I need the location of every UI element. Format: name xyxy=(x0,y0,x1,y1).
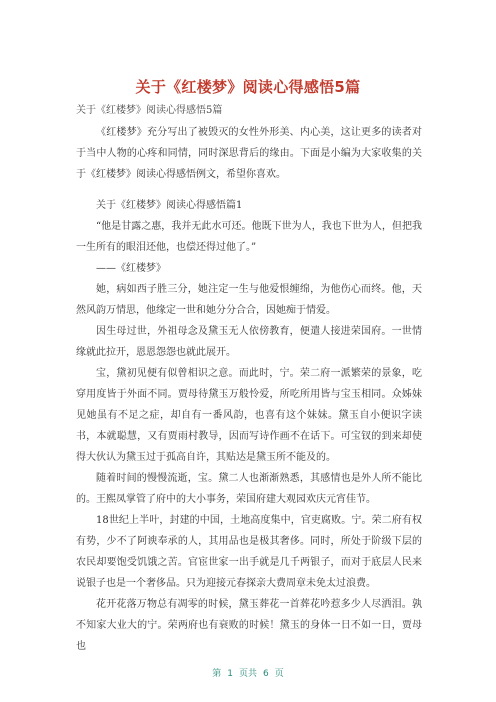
paragraph: 花开花落万物总有凋零的时候，黛玉葬花一首葬花吟惹多少人尽洒泪。孰不知家大业大的宁。荣两府也有衰败的时候！黛玉的身体一日不如一日，贾母也 xyxy=(76,599,422,652)
paragraph: 宝，黛初见便有似曾相识之意。而此时，宁。荣二府一派繁荣的景象，吃穿用度皆于外面不同。贾母待黛玉万般怜爱，所吃所用皆与宝玉相同。众姊妹见她虽有不足之症，却自有一番风韵，也喜有这个妹妹。黛玉自小便识字读书，本就聪慧，又有贾雨村教导，因而写诗作画不在话下。可宝钗的到来却使得大伙认为黛玉过于孤高自许，其贴达是黛玉所不能及的。 xyxy=(76,368,422,463)
paragraph: 她，病如西子胜三分，她注定一生与他爱恨缠绵，为他伤心而终。他，天然风韵万情思，他缘定一世和她分分合合，因她痴于情爱。 xyxy=(76,284,422,316)
page-current: 1 xyxy=(227,669,233,679)
paragraph: 随着时间的慢慢流逝，宝。黛二人也渐渐熟悉，其感情也是外人所不能比的。王熙凤掌管了府中的大小事务，荣国府建大观园欢庆元宵佳节。 xyxy=(76,473,422,505)
page-total: 6 xyxy=(263,669,269,679)
paragraph-quote: “他是甘露之惠，我并无此水可还。他既下世为人，我也下世为人，但把我一生所有的眼泪还他，也偿还得过他了。” xyxy=(76,221,422,253)
document-title: 关于《红楼梦》阅读心得感悟5篇 xyxy=(135,78,361,96)
page-label: 第 xyxy=(212,669,222,679)
page-unit: 页共 xyxy=(238,669,257,679)
page-end: 页 xyxy=(274,669,284,679)
document-body xyxy=(76,122,422,657)
document-subtitle: 关于《红楼梦》阅读心得感悟5篇 xyxy=(76,105,223,116)
paragraph: 因生母过世，外祖母念及黛玉无人依傍教育，便遣人接进荣国府。一世情缘就此拉开，恩恩怨怨也就此展开。 xyxy=(76,326,422,358)
paragraph-quote-source: ——《红楼梦》 xyxy=(96,263,166,274)
section-heading: 关于《红楼梦》阅读心得感悟篇1 xyxy=(96,200,243,211)
paragraph: 18世纪上半叶，封建的中国，土地高度集中，官吏腐败。宁。荣二府有权有势，少不了阿谀奉承的人，其用品也是极其奢侈。同时，所处于阶级下层的农民却要饱受饥饿之苦。官宦世家一出手就是几千两银子，而对于底层人民来说银子也是一个奢侈品。只为迎接元春探亲大费周章未免太过浪费。 xyxy=(76,515,422,589)
paragraph-gap xyxy=(76,185,422,195)
page-footer xyxy=(0,666,496,679)
paragraph-intro: 《红楼梦》充分写出了被毁灭的女性外形美、内心美，这让更多的读者对于当中人物的心疼和同情，同时深思背后的缘由。下面是小编为大家收集的关于《红楼梦》阅读心得感悟例文，希望你喜欢。 xyxy=(76,127,422,180)
